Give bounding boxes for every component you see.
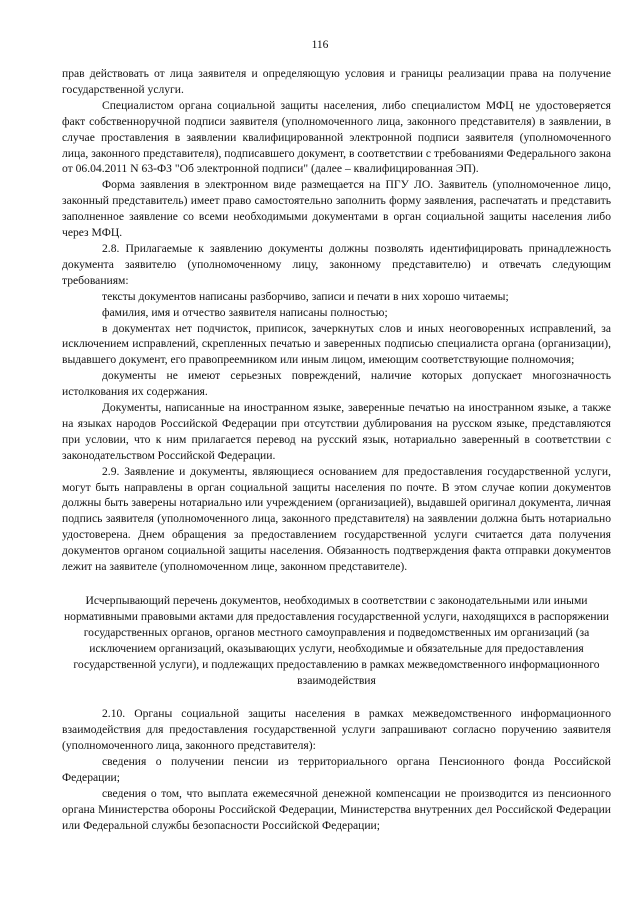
section-heading: Исчерпывающий перечень документов, необходимых в соответствии с законодательными или иными нормативными правовыми актами для предоставления государственной услуги, находящихся в распоряжении государственных органов, органов местного самоуправления и подведомственных им организаций (за исключением организаций, оказывающих услуги, необходимые и обязательные для предоставления государственной услуги), и подлежащих предоставлению в рамках межведомственного информационного взаимодействия (63, 594, 610, 687)
list-item: тексты документов написаны разборчиво, записи и печати в них хорошо читаемы; (102, 289, 509, 303)
list-item: документы не имеют серьезных повреждений, наличие которых допускает многозначность истолкования их содержания. (62, 369, 611, 399)
list-item: сведения о получении пенсии из территориального органа Пенсионного фонда Российской Федерации; (62, 755, 611, 785)
paragraph: Специалистом органа социальной защиты населения, либо специалистом МФЦ не удостоверяется факт собственноручной подписи заявителя (уполномоченного лица, законного представителя) в заявлении, в случае проставления в заявлении квалифицированной электронной подписи заявителя (уполномоченного лица, законного представителя), подписавшего документ, в соответствии с требованиями Федерального закона от 06.04.2011 N 63-ФЗ "Об электронной подписи" (далее – квалифицированная ЭП). (62, 98, 611, 176)
paragraph: Документы, написанные на иностранном языке, заверенные печатью на иностранном языке, а также на языках народов Российской Федерации при отсутствии дублирования на русском языке, представляются при условии, что к ним прилагается перевод на русский язык, нотариально заверенный в соответствии с законодательством Российской Федерации. (62, 401, 611, 462)
paragraph: Форма заявления в электронном виде размещается на ПГУ ЛО. Заявитель (уполномоченное лицо, законный представитель) имеет право самостоятельно заполнить форму заявления, распечатать и представить заполненное заявление со всеми необходимыми документами в орган социальной защиты населения либо через МФЦ. (62, 178, 611, 240)
paragraph: 2.8. Прилагаемые к заявлению документы должны позволять идентифицировать принадлежность документа заявителю (уполномоченному лицу, законному представителю) и отвечать следующим требованиям: (62, 241, 611, 287)
list-item: в документах нет подчисток, приписок, зачеркнутых слов и иных неоговоренных исправлений, за исключением исправлений, скрепленных печатью и заверенных подписью специалиста органа (организации), выдавшего документ, его правопреемником или иным лицом, имеющим соответствующие полномочия; (62, 321, 611, 367)
paragraph: 2.10. Органы социальной защиты населения в рамках межведомственного информационного взаимодействия для предоставления государственной услуги запрашивают согласно поручению заявителя (уполномоченного лица, законного представителя): (62, 707, 611, 753)
list-item: сведения о том, что выплата ежемесячной денежной компенсации не производится из пенсионного органа Министерства обороны Российской Федерации, Министерства внутренних дел Российской Федерации или Федеральной службы безопасности Российской Федерации; (62, 786, 611, 832)
page-number: 116 (311, 39, 329, 51)
document-body (62, 66, 611, 834)
paragraph: 2.9. Заявление и документы, являющиеся основанием для предоставления государственной услуги, могут быть направлены в орган социальной защиты населения по почте. В этом случае копии документов должны быть заверены нотариально или учреждением (организацией), выдавшей оригинал документа, личная подпись заявителя (уполномоченного лица, законного представителя) на заявлении должна быть нотариально удостоверена. Днем обращения за предоставлением государственной услуги считается дата получения документов органом социальной защиты населения. Обязанность подтверждения факта отправки документов лежит на заявителе (уполномоченном лице, законном представителе). (62, 464, 611, 574)
list-item: фамилия, имя и отчество заявителя написаны полностью; (102, 305, 388, 319)
paragraph: прав действовать от лица заявителя и определяющую условия и границы реализации права на получение государственной услуги. (62, 67, 611, 96)
